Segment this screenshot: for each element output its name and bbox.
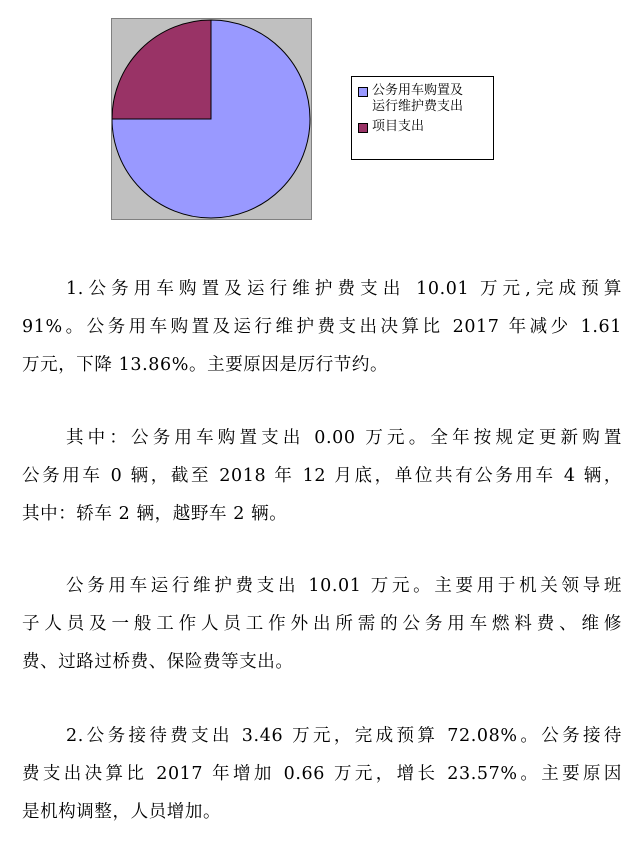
text-line: 子人员及一般工作人员工作外出所需的公务用车燃料费、维修: [22, 614, 622, 634]
text-line: 万元，下降 13.86%。主要原因是厉行节约。: [22, 355, 389, 375]
legend-label-vehicle-line2: 运行维护费支出: [372, 99, 464, 114]
legend-item-project: [358, 119, 489, 135]
pie-slice-project: [112, 20, 211, 119]
paragraph-vehicle-maintenance: [22, 567, 622, 681]
text-line: 公务用车 0 辆，截至 2018 年 12 月底，单位共有公务用车 4 辆，: [22, 466, 622, 486]
text-line: 91%。公务用车购置及运行维护费支出决算比 2017 年减少 1.61: [22, 317, 622, 337]
text-line: 费支出决算比 2017 年增加 0.66 万元，增长 23.57%。主要原因: [22, 764, 622, 784]
pie-chart: [112, 19, 311, 219]
pie-chart-area: [111, 18, 312, 220]
text-line: 公务用车运行维护费支出 10.01 万元。主要用于机关领导班: [66, 576, 622, 596]
text-line: 费、过路过桥费、保险费等支出。: [22, 652, 294, 672]
paragraph-reception: [22, 717, 622, 831]
text-line: 2.公务接待费支出 3.46 万元，完成预算 72.08%。公务接待: [66, 726, 622, 746]
text-line: 其中：公务用车购置支出 0.00 万元。全年按规定更新购置: [66, 428, 622, 448]
legend-label-project: 项目支出: [372, 119, 425, 134]
legend-label-vehicle-line1: 公务用车购置及: [372, 83, 464, 98]
legend-swatch-vehicle: [358, 87, 368, 97]
text-line: 其中：轿车 2 辆，越野车 2 辆。: [22, 504, 288, 524]
legend-item-vehicle: [358, 83, 489, 115]
paragraph-vehicle-total: [22, 270, 622, 384]
text-line: 1.公务用车购置及运行维护费支出 10.01 万元,完成预算: [66, 279, 622, 299]
paragraph-vehicle-purchase: [22, 419, 622, 533]
legend-swatch-project: [358, 123, 368, 133]
text-line: 是机构调整，人员增加。: [22, 802, 222, 822]
legend-label-vehicle: [372, 83, 463, 115]
chart-legend: [351, 76, 494, 160]
